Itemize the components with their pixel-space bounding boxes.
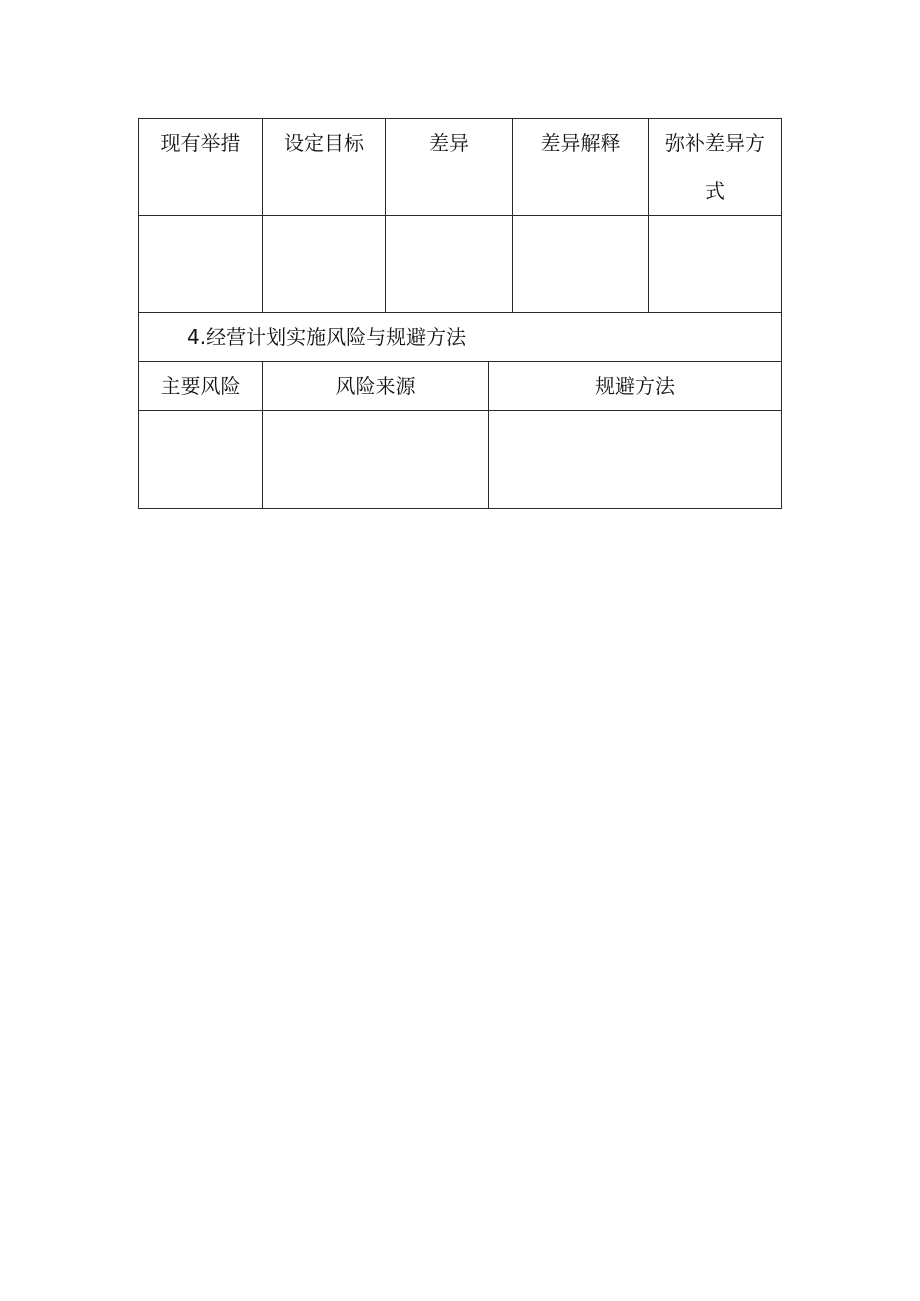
section-row xyxy=(139,313,782,362)
header-risk-source: 风险来源 xyxy=(263,362,489,411)
table-cell[interactable] xyxy=(649,216,782,313)
risk-table xyxy=(138,361,782,509)
table-row xyxy=(139,216,782,313)
table-row xyxy=(139,411,782,509)
header-make-up-method: 弥补差异方式 xyxy=(649,119,782,216)
section-title: 4.经营计划实施风险与规避方法 xyxy=(139,313,782,362)
header-difference: 差异 xyxy=(386,119,513,216)
table-header-row xyxy=(139,362,782,411)
header-set-target: 设定目标 xyxy=(263,119,386,216)
table-header-row xyxy=(139,119,782,216)
table-cell[interactable] xyxy=(139,216,263,313)
header-avoidance-method: 规避方法 xyxy=(489,362,782,411)
table-cell[interactable] xyxy=(513,216,649,313)
header-difference-explanation: 差异解释 xyxy=(513,119,649,216)
table-cell[interactable] xyxy=(263,411,489,509)
table-cell[interactable] xyxy=(263,216,386,313)
header-main-risk: 主要风险 xyxy=(139,362,263,411)
table-cell[interactable] xyxy=(386,216,513,313)
table-cell[interactable] xyxy=(139,411,263,509)
table-cell[interactable] xyxy=(489,411,782,509)
header-current-measures: 现有举措 xyxy=(139,119,263,216)
document-table xyxy=(138,118,782,362)
